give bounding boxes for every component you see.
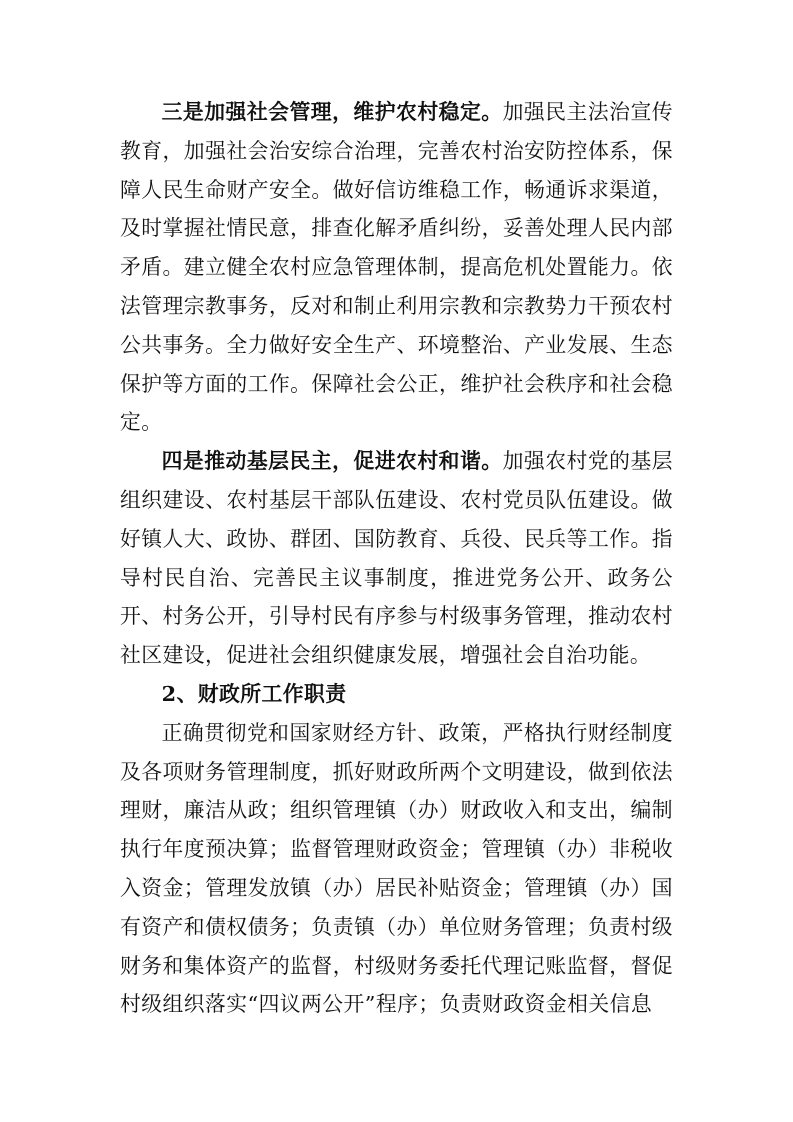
section-heading: 2、财政所工作职责 (161, 680, 347, 706)
paragraph-body: 加强民主法治宣传教育，加强社会治安综合治理，完善农村治安防控体系，保障人民生命财产安全。做好信访维稳工作，畅通诉求渠道，及时掌握社情民意，排查化解矛盾纠纷，妥善处理人民内部矛盾。建立健全农村应急管理体制，提高危机处置能力。依法管理宗教事务，反对和制止利用宗教和宗教势力干预农村公共事务。全力做好安全生产、环境整治、产业发展、生态保护等方面的工作。保障社会公正，维护社会秩序和社会稳定。 (120, 100, 673, 435)
paragraph-finance-duties: 正确贯彻党和国家财经方针、政策，严格执行财经制度及各项财务管理制度，抓好财政所两个文明建设，做到依法理财，廉洁从政；组织管理镇（办）财政收入和支出，编制执行年度预决算；监督管理财政资金；管理镇（办）非税收入资金；管理发放镇（办）居民补贴资金；管理镇（办）国有资产和债权债务；负责镇（办）单位财务管理；负责村级财务和集体资产的监督，村级财务委托代理记账监督，督促村级组织落实“四议两公开”程序；负责财政资金相关信息 (120, 720, 673, 1017)
paragraph-social-management (120, 93, 673, 442)
paragraph-lead: 三是加强社会管理，维护农村稳定。 (161, 99, 503, 124)
paragraph-lead: 四是推动基层民主，促进农村和谐。 (161, 448, 503, 474)
paragraph-body: 加强农村党的基层组织建设、农村基层干部队伍建设、农村党员队伍建设。做好镇人大、政协、群团、国防教育、兵役、民兵等工作。指导村民自治、完善民主议事制度，推进党务公开、政务公开、村务公开，引导村民有序参与村级事务管理，推动农村社区建设，促进社会组织健康发展，增强社会自治功能。 (120, 449, 673, 668)
paragraph-grassroots-democracy (120, 442, 673, 675)
